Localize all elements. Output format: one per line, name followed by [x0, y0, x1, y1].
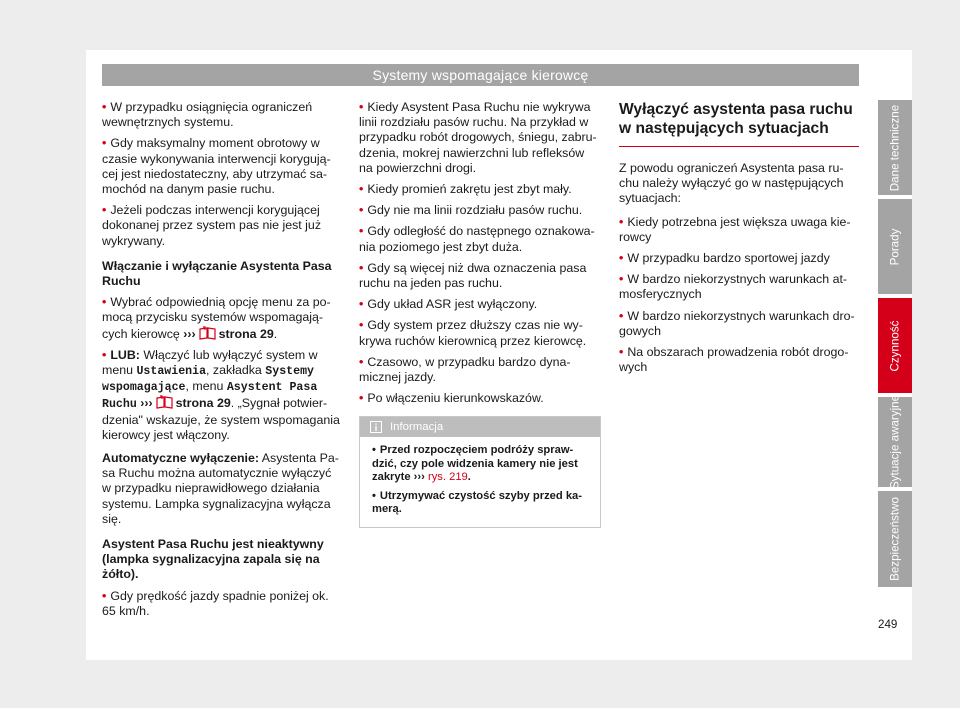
book-icon — [156, 395, 173, 409]
bullet-icon: • — [359, 203, 364, 218]
list-item: • Utrzymywać czystość szyby przed ka-merą. — [372, 489, 583, 516]
list-item: • Kiedy Asystent Pasa Ruchu nie wykrywa linii rozdziału pasów ruchu. Na przykład w przypadku robót drogowych, śniegu, zabru-dzenia, mokrej nawierzchni lub refleksów na powierzchni drogi. — [359, 100, 597, 175]
bullet-icon: • — [619, 251, 624, 266]
paragraph: Z powodu ograniczeń Asystenta pasa ru-chu należy wyłączyć go w następujących sytuacjach: — [619, 161, 844, 206]
list-item: • W przypadku bardzo sportowej jazdy — [619, 251, 830, 266]
paragraph: Automatyczne wyłączenie: Asystenta Pa-sa Ruchu można automatycznie wyłączyć w przypadku nieprawidłowego działania systemu. Lampka sygnalizacyjna wyłącza się. — [102, 451, 339, 526]
tab-bezpieczenstwo[interactable]: Bezpieczeństwo — [878, 491, 912, 587]
list-item: • Gdy system przez dłuższy czas nie wy-krywa ruchów kierownicą przez kierowcę. — [359, 318, 587, 348]
bullet-icon: • — [359, 354, 364, 369]
bullet-icon: • — [102, 295, 107, 310]
bullet-icon: • — [102, 347, 107, 362]
column-middle — [359, 100, 601, 528]
bullet-icon: • — [619, 308, 624, 323]
list-item: • Gdy prędkość jazdy spadnie poniżej ok. 65 km/h. — [102, 588, 329, 618]
list-item: • Gdy są więcej niż dwa oznaczenia pasa ruchu na jeden pas ruchu. — [359, 260, 587, 291]
list-item: • Przed rozpoczęciem podróży spraw-dzić, czy pole widzenia kamery nie jest zakryte ››› rys. 219. — [372, 444, 578, 484]
tab-dane-techniczne[interactable]: Dane techniczne — [878, 100, 912, 195]
list-item: • W bardzo niekorzystnych warunkach dro-gowych — [619, 308, 855, 338]
section-title: Wyłączyć asystenta pasa ruchu w następujących sytuacjach — [619, 100, 859, 147]
page-header: Systemy wspomagające kierowcę — [102, 64, 859, 86]
bullet-icon: • — [619, 272, 624, 287]
list-item: • Gdy odległość do następnego oznakowa-nia poziomego jest zbyt duża. — [359, 224, 595, 254]
bullet-icon: • — [102, 100, 107, 114]
tab-porady[interactable]: Porady — [878, 199, 912, 294]
bullet-icon: • — [359, 100, 364, 114]
column-left — [102, 100, 340, 625]
bullet-icon: • — [372, 444, 376, 457]
bullet-icon: • — [102, 203, 107, 218]
info-icon — [370, 421, 382, 433]
section-heading: Asystent Pasa Ruchu jest nieaktywny (lampka sygnalizacyjna zapala się na żółto). — [102, 537, 324, 582]
list-item: • Kiedy potrzebna jest większa uwaga kie-rowcy — [619, 214, 851, 244]
list-item: • Czasowo, w przypadku bardzo dyna-micznej jazdy. — [359, 354, 571, 385]
list-item: • Gdy nie ma linii rozdziału pasów ruchu. — [359, 203, 583, 218]
list-item: • Jeżeli podczas interwencji korygującej dokonanej przez system pas nie jest już wykrywany. — [102, 203, 322, 248]
bullet-icon: • — [359, 182, 364, 197]
info-box — [359, 416, 601, 528]
figure-link[interactable]: rys. 219 — [427, 471, 468, 484]
info-box-body — [360, 437, 600, 527]
bullet-icon: • — [102, 588, 107, 603]
bullet-icon: • — [372, 489, 376, 502]
bullet-icon: • — [359, 260, 364, 275]
bullet-icon: • — [359, 318, 364, 333]
column-right — [619, 100, 859, 381]
tab-sytuacje-awaryjne[interactable]: Sytuacje awaryjne — [878, 397, 912, 487]
info-box-header: Informacja — [360, 417, 600, 437]
list-item: • Kiedy promień zakrętu jest zbyt mały. — [359, 182, 572, 197]
bullet-icon: • — [619, 345, 624, 360]
list-item: • Po włączeniu kierunkowskazów. — [359, 391, 544, 406]
bullet-icon: • — [619, 214, 624, 229]
section-heading: Włączanie i wyłączanie Asystenta Pasa Ruchu — [102, 258, 332, 289]
list-item: • Gdy układ ASR jest wyłączony. — [359, 297, 538, 312]
book-icon — [199, 326, 216, 340]
bullet-icon: • — [359, 297, 364, 312]
page-link[interactable]: strona 29 — [218, 326, 274, 341]
tab-czynnosc[interactable]: Czynność — [878, 298, 912, 393]
list-item: • W przypadku osiągnięcia ograniczeń wewnętrznych systemu. — [102, 100, 313, 130]
list-item: • Wybrać odpowiednią opcję menu za po-mocą przycisku systemów wspomagają-cych kierowcę ››› strona 29. — [102, 295, 331, 341]
page-number: 249 — [878, 618, 898, 631]
bullet-icon: • — [359, 224, 364, 239]
bullet-icon: • — [359, 391, 364, 406]
list-item: • Gdy maksymalny moment obrotowy w czasie wykonywania interwencji korygują-cej jest niedostateczny, aby utrzymać sa-mochód na danym pasie ruchu. — [102, 136, 331, 197]
list-item: • LUB: Włączyć lub wyłączyć system w menu Ustawienia, zakładka Systemy wspomagające, menu Asystent Pasa Ruchu ››› strona 29. „Sygnał potwier-dzenia" wskazuje, że system wspomagania kierowcy jest włączony. — [102, 347, 340, 442]
page-link[interactable]: strona 29 — [175, 396, 231, 411]
bullet-icon: • — [102, 136, 107, 151]
list-item: • Na obszarach prowadzenia robót drogo-wych — [619, 345, 849, 375]
list-item: • W bardzo niekorzystnych warunkach at-mosferycznych — [619, 272, 848, 302]
